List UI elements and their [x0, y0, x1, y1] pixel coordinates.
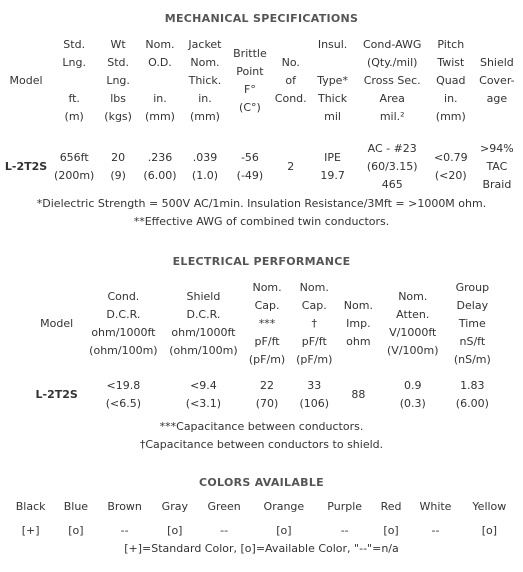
header-cap-shield: Nom. Cap. † pF/ft (pF/m)	[296, 281, 333, 366]
cell-model: L-2T2S	[35, 388, 78, 401]
cell-weight: 20 (9)	[110, 151, 126, 182]
mechanical-data-row	[2, 140, 521, 194]
colors-value-row	[6, 520, 517, 540]
color-value-black: [+]	[21, 523, 40, 537]
color-value-blue: [o]	[68, 523, 84, 537]
mechanical-note-awg: **Effective AWG of combined twin conductors.	[133, 215, 390, 228]
header-cond-dcr: Cond. D.C.R. ohm/1000ft (ohm/100m)	[89, 290, 158, 357]
header-insulation: Insul. Type* Thick mil	[317, 38, 348, 123]
color-value-gray: [o]	[167, 523, 183, 537]
mechanical-table	[2, 36, 521, 194]
colors-legend: [+]=Standard Color, [o]=Available Color, "--"=n/a	[124, 542, 399, 555]
header-awg: Cond-AWG (Qty./mil) Cross Sec. Area mil.²	[363, 38, 422, 123]
color-value-yellow: [o]	[481, 523, 498, 537]
header-cap-conductors: Nom. Cap. *** pF/ft (pF/m)	[248, 281, 286, 366]
color-name-orange: Orange	[263, 499, 305, 513]
color-value-green: --	[220, 523, 229, 537]
cell-cap-shield: 33 (106)	[299, 379, 330, 410]
cell-brittle: -56 (-49)	[236, 151, 264, 182]
color-value-purple: --	[340, 523, 349, 537]
color-name-gray: Gray	[161, 499, 188, 513]
cell-model: L-2T2S	[4, 160, 48, 173]
colors-title: COLORS AVAILABLE	[199, 476, 324, 489]
cell-pitch: <0.79 (<20)	[433, 151, 468, 182]
header-od: Nom. O.D. in. (mm)	[144, 38, 175, 123]
cell-awg: AC - #23 (60/3.15) 465	[366, 142, 418, 191]
cell-attenuation: 0.9 (0.3)	[399, 379, 426, 410]
electrical-note-shield: †Capacitance between conductors to shield.	[139, 438, 384, 451]
color-value-red: [o]	[383, 523, 399, 537]
header-model: Model	[9, 74, 43, 87]
header-weight: Wt Std. Lng. lbs (kgs)	[104, 38, 132, 123]
header-jacket: Jacket Nom. Thick. in. (mm)	[188, 38, 222, 123]
colors-name-row	[6, 496, 517, 516]
electrical-data-row	[30, 377, 498, 413]
cell-shield-dcr: <9.4 (<3.1)	[185, 379, 222, 410]
colors-table	[6, 496, 517, 540]
header-conductors: No. of Cond.	[274, 56, 307, 105]
color-name-brown: Brown	[107, 499, 142, 513]
electrical-table	[30, 279, 498, 413]
header-std-length: Std. Lng. ft. (m)	[62, 38, 86, 123]
cell-cap-conductors: 22 (70)	[255, 379, 279, 410]
cell-od: .236 (6.00)	[143, 151, 177, 182]
color-name-black: Black	[15, 499, 46, 513]
electrical-title: ELECTRICAL PERFORMANCE	[172, 255, 351, 268]
cell-std-length: 656ft (200m)	[54, 151, 95, 182]
cell-insulation: IPE 19.7	[320, 151, 345, 182]
cell-conductors: 2	[287, 160, 295, 173]
mechanical-header-row	[2, 36, 521, 126]
mechanical-note-dielectric: *Dielectric Strength = 500V AC/1min. Insulation Resistance/3Mft = >1000M ohm.	[36, 197, 487, 210]
color-value-white: --	[431, 523, 440, 537]
cell-jacket: .039 (1.0)	[191, 151, 218, 182]
header-group-delay: Group Delay Time nS/ft (nS/m)	[453, 281, 491, 366]
header-pitch: Pitch Twist Quad in. (mm)	[435, 38, 466, 123]
cell-impedance: 88	[351, 388, 366, 401]
cell-shield: >94% TAC Braid	[480, 142, 514, 191]
electrical-header-row	[30, 279, 498, 369]
cell-group-delay: 1.83 (6.00)	[455, 379, 489, 410]
color-name-yellow: Yellow	[472, 499, 507, 513]
color-value-orange: [o]	[276, 523, 292, 537]
color-name-red: Red	[380, 499, 402, 513]
color-name-green: Green	[207, 499, 241, 513]
electrical-note-conductors: ***Capacitance between conductors.	[159, 420, 364, 433]
color-value-brown: --	[120, 523, 129, 537]
color-name-blue: Blue	[63, 499, 89, 513]
mechanical-title: MECHANICAL SPECIFICATIONS	[164, 12, 359, 25]
header-impedance: Nom. Imp. ohm	[343, 299, 373, 348]
color-name-purple: Purple	[327, 499, 363, 513]
color-name-white: White	[419, 499, 452, 513]
header-shield-dcr: Shield D.C.R. ohm/1000ft (ohm/100m)	[169, 290, 238, 357]
header-model: Model	[40, 317, 74, 330]
header-brittle: Brittle Point F° (C°)	[233, 47, 267, 114]
header-attenuation: Nom. Atten. V/1000ft (V/100m)	[387, 290, 439, 357]
cell-cond-dcr: <19.8 (<6.5)	[105, 379, 142, 410]
header-shield: Shield Cover- age	[479, 56, 515, 105]
